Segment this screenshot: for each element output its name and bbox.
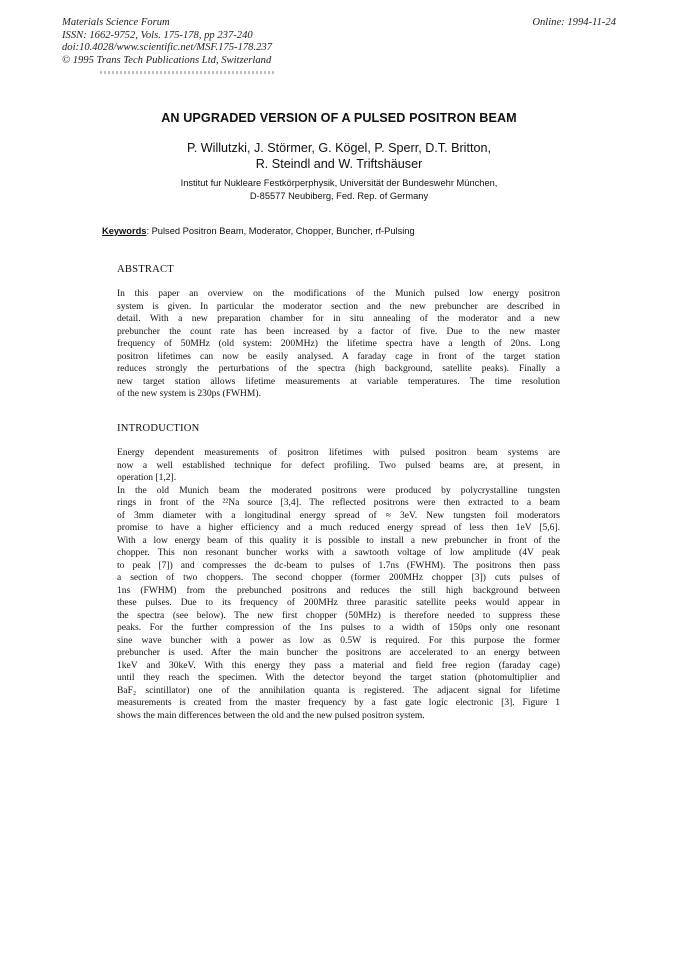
text-line: 1keV and 30keV. With this energy they pass a material and field free region (faraday cage) — [117, 659, 560, 671]
text-line: to peak [7]) and compresses the dc-beam to pulses of 1.7ns (FWHM). The positrons then pass — [117, 559, 560, 571]
text-line: rings in front of the ²²Na source [3,4]. The reflected positrons were then extracted to a beam — [117, 497, 560, 508]
text-line: operation [1,2]. — [117, 472, 177, 483]
text-line: now a well established technique for defect profiling. Two pulsed beams are, at present, in — [117, 459, 560, 471]
text-line: With a low energy beam of this quality it is possible to install a new prebuncher in front of the — [117, 534, 560, 546]
keywords — [102, 226, 415, 236]
text-line: prebuncher the count rate has been increased by a factor of five. Due to the new master — [117, 325, 560, 337]
text-line: peaks. For the further compression of the 1ns pulses to a width of 150ps only one resonant — [117, 622, 560, 633]
copyright-line: © 1995 Trans Tech Publications Ltd, Switzerland — [62, 54, 272, 66]
text-line: shows the main differences between the old and the new pulsed positron system. — [117, 709, 425, 721]
author-line: R. Steindl and W. Triftshäuser — [255, 157, 423, 171]
text-line: positron lifetimes can now be easily analysed. A faraday cage in front of the target station — [117, 350, 560, 362]
text-line: promise to have a higher efficiency and a much reduced energy spread of less then 1eV [5,6]. — [117, 522, 560, 533]
paper-title: AN UPGRADED VERSION OF A PULSED POSITRON BEAM — [161, 111, 517, 125]
text-line: 1ns (FWHM) from the prebunched positrons and reduces the still high background between — [117, 584, 560, 596]
text-line: Energy dependent measurements of positron lifetimes with pulsed positron beam systems are — [117, 447, 560, 458]
text-line: measurements is created from the master frequency by a fast gate logic electronic [3]. Figure 1 — [117, 697, 560, 708]
text-line: In the old Munich beam the moderated positrons were produced by polycrystalline tungsten — [117, 484, 560, 496]
text-line: detail. With a new preparation chamber for in situ annealing of the moderator and a new — [117, 313, 560, 324]
text-line: reduces strongly the perturbations of the spectra (high background, satellite peaks). Finally a — [117, 363, 560, 374]
abstract-heading: ABSTRACT — [117, 264, 174, 275]
introduction-heading: INTRODUCTION — [117, 423, 200, 434]
text-line: until they reach the specimen. With the detector beyond the target station (photomultiplier and — [117, 672, 560, 683]
text-line: In this paper an overview on the modifications of the Munich pulsed low energy positron — [117, 288, 560, 299]
keywords-text: : Pulsed Positron Beam, Moderator, Chopper, Buncher, rf-Pulsing — [146, 226, 415, 236]
introduction-body — [117, 447, 560, 722]
text-line: BaF₂ scintillator) one of the annihilation quanta is registered. The adjacent signal for lifetime — [117, 684, 560, 696]
scan-artifact — [100, 71, 275, 74]
journal-header — [62, 17, 272, 67]
text-line: new target station allows lifetime measurements at variable temperatures. The time resolution — [117, 375, 560, 387]
text-line: sine wave buncher with a power as low as 0.5W is required. For this purpose the former — [117, 634, 560, 646]
online-date: Online: 1994-11-24 — [532, 17, 616, 28]
affiliation-line: Institut fur Nukleare Festkörperphysik, Universität der Bundeswehr München, — [180, 178, 498, 188]
affiliation-line: D-85577 Neubiberg, Fed. Rep. of Germany — [249, 190, 429, 201]
journal-name: Materials Science Forum — [62, 17, 170, 28]
text-line: of the new system is 230ps (FWHM). — [117, 388, 261, 399]
text-line: frequency of 50MHz (old system: 200MHz) the lifetime spectra have a length of 20ns. Long — [117, 338, 560, 349]
abstract-body — [117, 288, 560, 401]
author-line: P. Willutzki, J. Störmer, G. Kögel, P. Sperr, D.T. Britton, — [187, 141, 491, 155]
text-line: of 3mm diameter with a longitudinal energy spread of ≈ 3eV. New tungsten foil moderators — [117, 509, 560, 521]
author-list — [0, 140, 678, 172]
text-line: prebuncher is used. After the main buncher the positrons are accelerated to an energy between — [117, 647, 560, 658]
text-line: chopper. This non resonant buncher works with a sawtooth voltage of low amplitude (4V peak — [117, 547, 560, 558]
text-line: the spectra (see below). The new first chopper (50MHz) is therefore needed to suppress these — [117, 609, 560, 621]
issn-line[interactable]: ISSN: 1662-9752, Vols. 175-178, pp 237-240 — [62, 29, 253, 41]
text-line: system is given. In particular the moderator section and the new prebuncher are described in — [117, 300, 560, 312]
text-line: a section of two choppers. The second chopper (former 200MHz chopper [3]) cuts pulses of — [117, 572, 560, 583]
text-line: these pulses. Due to its frequency of 200MHz three parasitic satellite peeks would appear in — [117, 597, 560, 608]
keywords-label: Keywords — [102, 226, 147, 236]
affiliation — [0, 177, 678, 202]
doi-link[interactable]: doi:10.4028/www.scientific.net/MSF.175-178.237 — [62, 42, 272, 54]
